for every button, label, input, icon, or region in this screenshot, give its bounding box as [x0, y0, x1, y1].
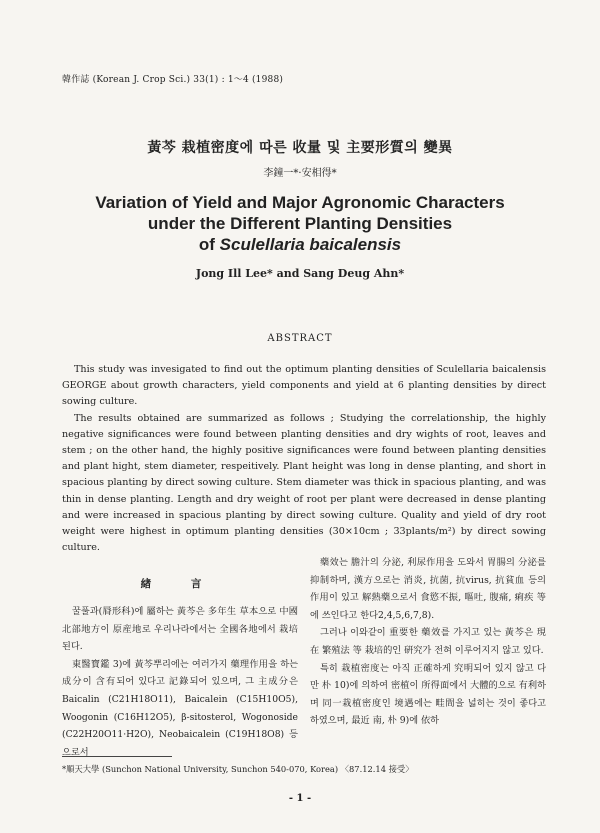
- body-paragraph: 東醫寶鑑 3)에 黃芩뿌리에는 여러가지 藥理作用을 하는 成分이 含有되어 있다고 記錄되어 있으며, 그 主成分은 Baicalin (C21H18O11), Baicalein (C15H10O5), Woogonin (C16H12O5), β-sitosterol, Wogonoside (C22H20O11·H2O), Neobaicalein (C19H18O8) 등으로서: [62, 658, 298, 758]
- abstract-body: [62, 362, 546, 556]
- abstract-paragraph: The results obtained are summarized as follows ; Studying the correlationship, the highly negative significances were found between planting densities and dry wights of root, leaves and stem ; on the other hand, the highly positive significances were found between planting densities and plant hight, stem diameter, respeitively. Plant height was long in dense planting, and short in spacious planting by direct sowing culture. Stem diameter was thick in spacious planting, and was thin in dense planting. Length and dry weight of root per plant were decreased in dense planting and were increased in spacious planting by direct sowing culture. Quality and yield of dry root weight were highest in optimum planting densities (30×10cm ; 33plants/m²) by direct sowing culture.: [62, 412, 546, 554]
- english-title-line-1: Variation of Yield and Major Agronomic Characters: [95, 193, 505, 212]
- english-title: [0, 192, 600, 255]
- english-title-line-3: [0, 234, 600, 255]
- abstract-heading: ABSTRACT: [267, 333, 333, 344]
- body-paragraph: 藥效는 膽汁의 分泌, 利尿作用을 도와서 胃腸의 分泌를 抑制하며, 漢方으로는 消炎, 抗菌, 抗virus, 抗貧血 등의 作用이 있고 解熱藥으로서 食慾不振, 嘔吐, 腹痛, 痢疾 等에 쓰인다고 한다2,4,5,6,7,8).: [310, 557, 546, 621]
- english-title-prefix: of: [198, 235, 220, 254]
- section-heading-introduction: 緖 言: [140, 578, 220, 590]
- left-column-text: [62, 603, 298, 761]
- english-authors: Jong Ill Lee* and Sang Deug Ahn*: [195, 267, 405, 280]
- english-title-line-2: under the Different Planting Densities: [147, 214, 453, 233]
- footnote-divider: [62, 756, 172, 757]
- body-paragraph: 그러나 이와같이 重要한 藥效를 가지고 있는 黃芩은 現在 繁殖法 等 栽培的인 硏究가 전혀 이루어지지 않고 있다.: [310, 627, 546, 656]
- korean-title: 黃芩 栽植密度에 따른 收量 및 主要形質의 變異: [147, 140, 453, 156]
- journal-citation: 韓作誌 (Korean J. Crop Sci.) 33(1) : 1～4 (1988): [62, 75, 284, 85]
- korean-authors: 李鐘一*·安相得*: [263, 168, 337, 179]
- footnote: *順天大學 (Sunchon National University, Sunchon 540-070, Korea) 〈87.12.14 接受〉: [62, 764, 414, 774]
- body-paragraph: 꿀풀과(脣形科)에 屬하는 黃芩은 多年生 草本으로 中國北部地方이 原産地로 우리나라에서는 全國各地에서 栽培된다.: [62, 606, 298, 653]
- right-column-text: [310, 554, 546, 730]
- body-paragraph: 특히 栽植密度는 아직 正確하게 究明되어 있지 않고 다만 朴 10)에 의하여 密植이 所得面에서 大體的으로 有利하며 同一栽植密度인 境遇에는 畦間을 넓히는 것이 좋다고 하였으며, 最近 南, 朴 9)에 依하: [310, 662, 546, 727]
- species-name: Sculellaria baicalensis: [219, 235, 402, 254]
- abstract-paragraph: This study was invesigated to find out the optimum planting densities of Sculellaria baicalensis GEORGE about growth characters, yield components and yield at 6 planting densities by direct sowing culture.: [62, 364, 546, 408]
- page-number: - 1 -: [288, 793, 312, 804]
